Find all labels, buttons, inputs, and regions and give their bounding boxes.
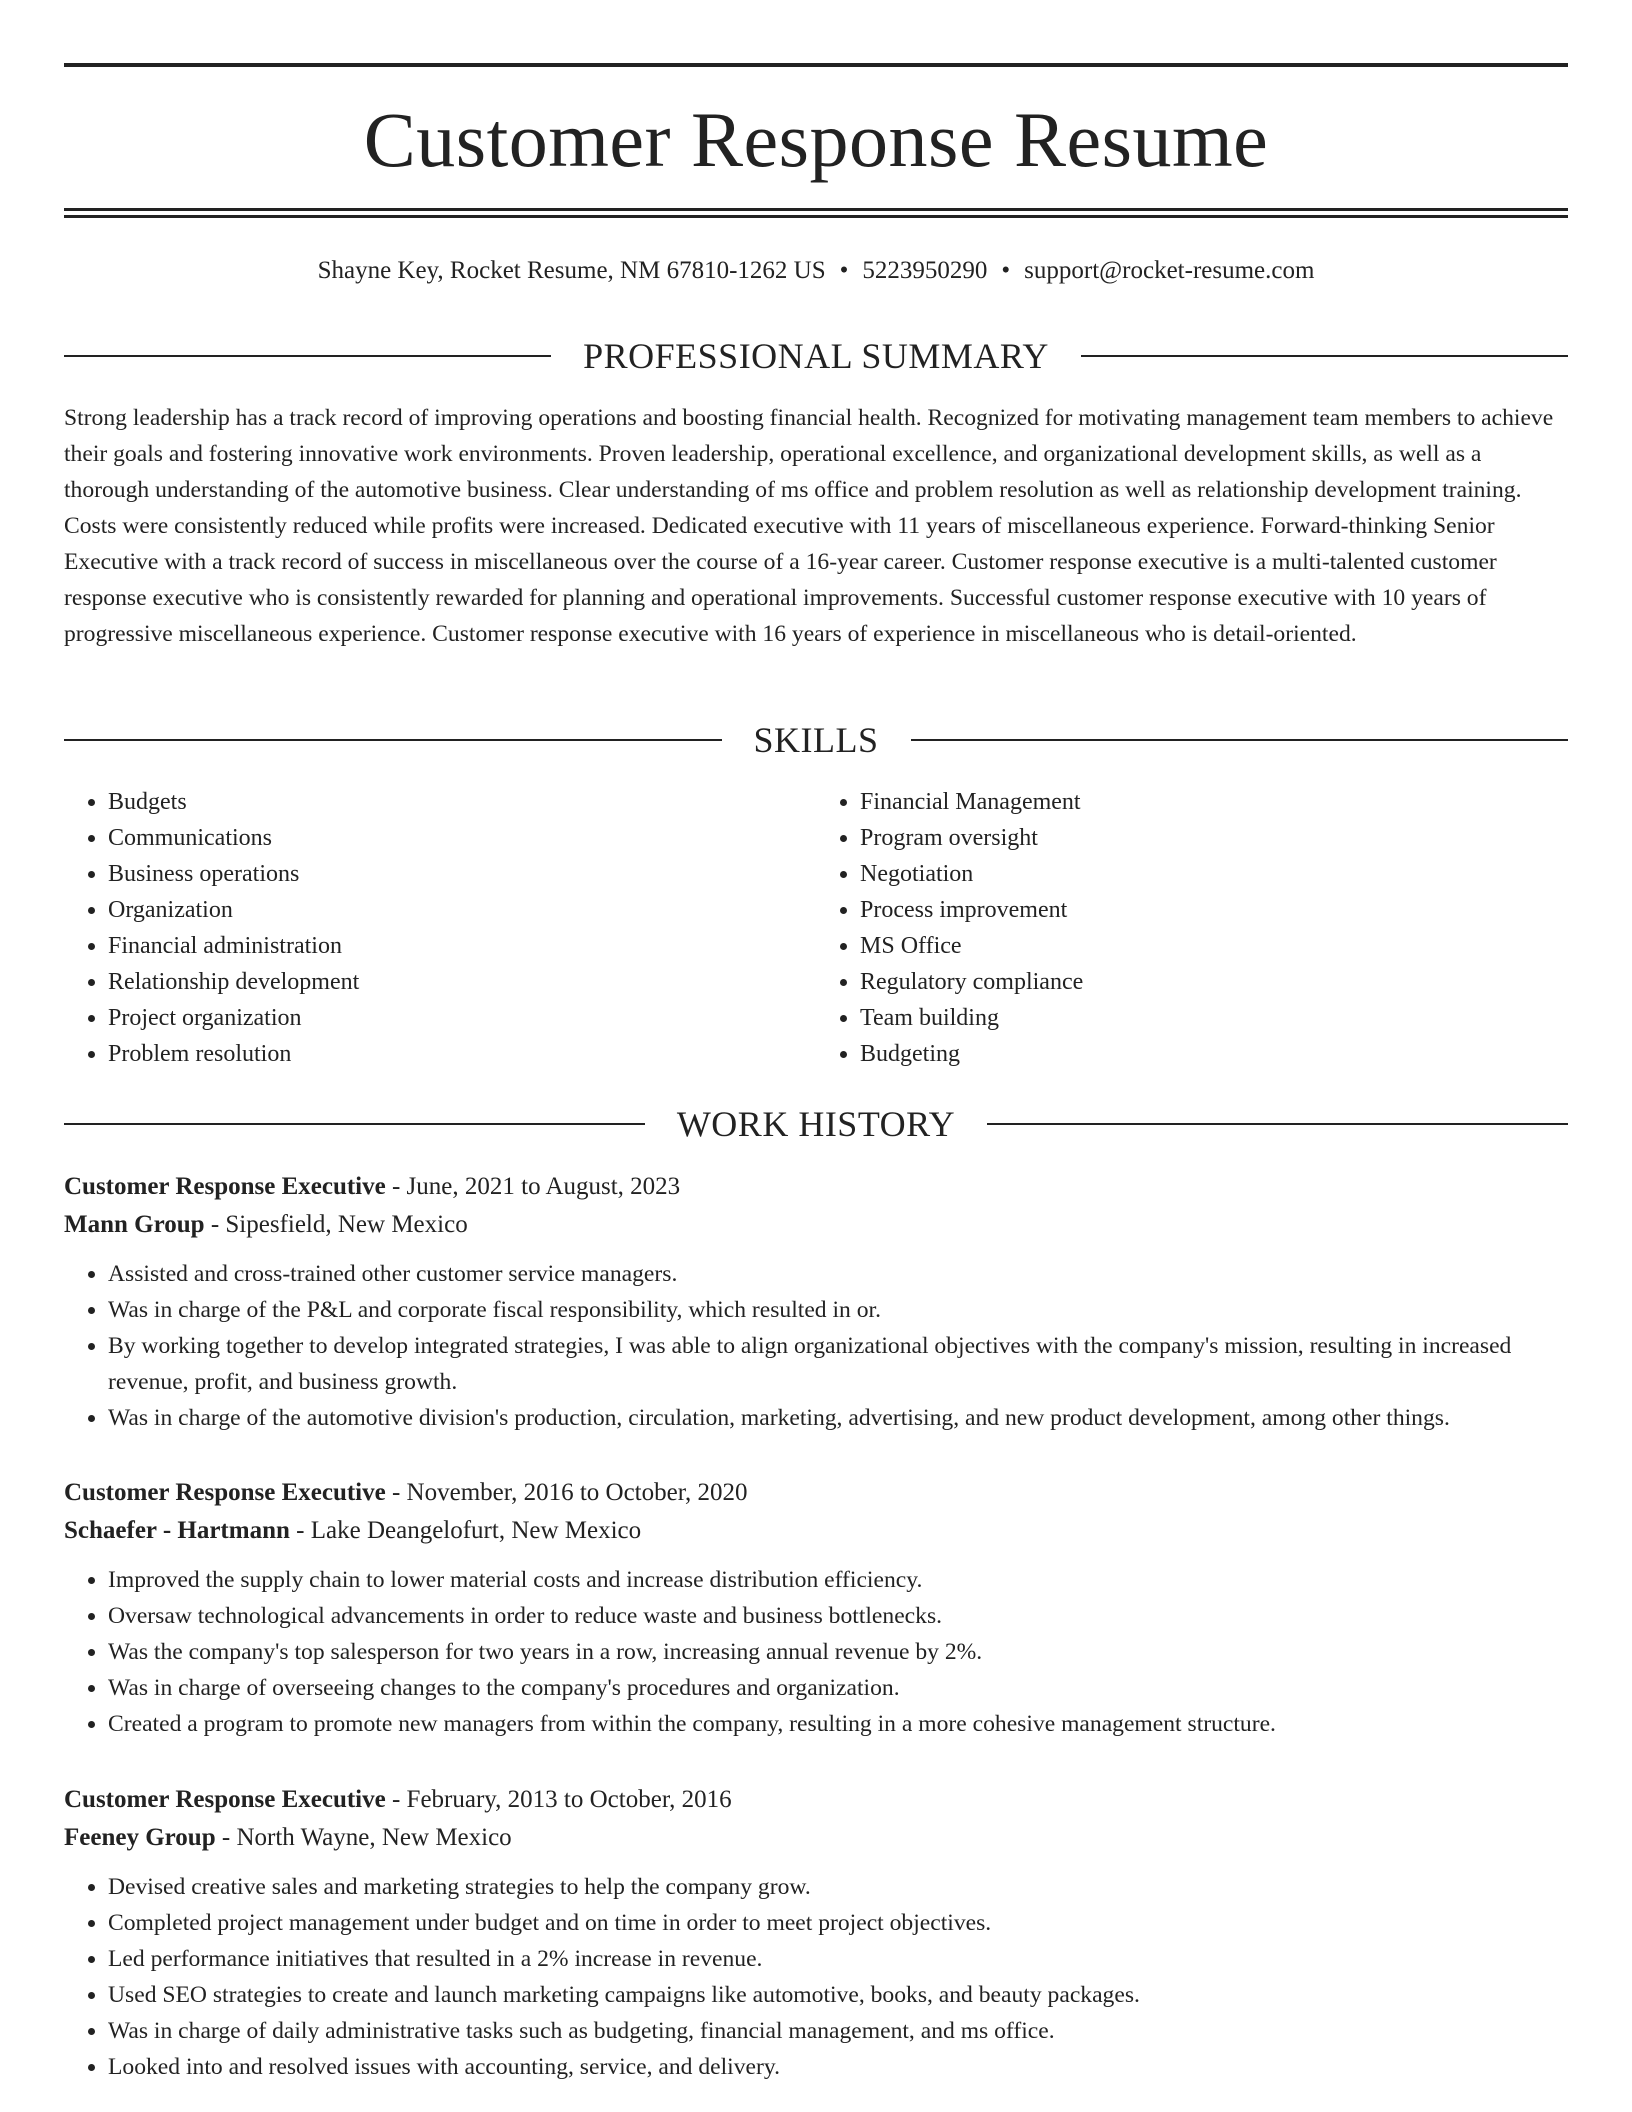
job-bullet: • Was in charge of overseeing changes to the company's procedures and organization.	[108, 1670, 1568, 1706]
job-bullet: • By working together to develop integrated strategies, I was able to align organizational objectives with the company's mission, resulting in increased revenue, profit, and business growth.	[108, 1328, 1568, 1400]
skill-item: • Financial administration	[108, 928, 816, 964]
heading-rule-left	[64, 739, 722, 741]
job-bullet: • Created a program to promote new managers from within the company, resulting in a more cohesive management structure.	[108, 1706, 1568, 1742]
job-company: Mann Group	[64, 1211, 205, 1238]
job-bullet: • Oversaw technological advancements in order to reduce waste and business bottlenecks.	[108, 1598, 1568, 1634]
job-entry	[64, 1781, 1568, 2085]
skills-heading	[64, 720, 1568, 760]
skill-item: • Regulatory compliance	[860, 964, 1568, 1000]
job-dates: - June, 2021 to August, 2023	[385, 1173, 681, 1200]
job-bullet: • Assisted and cross-trained other customer service managers.	[108, 1256, 1568, 1292]
job-bullet: • Devised creative sales and marketing strategies to help the company grow.	[108, 1869, 1568, 1905]
job-location: - Lake Deangelofurt, New Mexico	[289, 1517, 642, 1544]
job-location: - Sipesfield, New Mexico	[204, 1211, 468, 1238]
skill-item: • Process improvement	[860, 892, 1568, 928]
job-title: Customer Response Executive	[64, 1479, 386, 1506]
skill-item: • Team building	[860, 1000, 1568, 1036]
job-bullet: • Looked into and resolved issues with accounting, service, and delivery.	[108, 2049, 1568, 2085]
job-entry	[64, 1474, 1568, 1742]
job-bullet: • Improved the supply chain to lower material costs and increase distribution efficiency.	[108, 1562, 1568, 1598]
heading-rule-left	[64, 355, 551, 357]
skills-column-left	[64, 784, 816, 1072]
skills-heading-label: SKILLS	[753, 720, 879, 760]
contact-separator: •	[839, 257, 849, 284]
skill-item: • Business operations	[108, 856, 816, 892]
job-title-row	[64, 1168, 1568, 1206]
job-bullet: • Led performance initiatives that resulted in a 2% increase in revenue.	[108, 1941, 1568, 1977]
job-dates: - November, 2016 to October, 2020	[385, 1479, 748, 1506]
heading-rule-right	[911, 739, 1569, 741]
job-bullet: • Was in charge of the P&L and corporate fiscal responsibility, which resulted in or.	[108, 1292, 1568, 1328]
title-rule-upper	[64, 208, 1568, 211]
contact-email: support@rocket-resume.com	[1024, 257, 1315, 284]
job-bullets	[64, 1562, 1568, 1742]
summary-text: Strong leadership has a track record of improving operations and boosting financial health. Recognized for motivating management team members to achieve their goals and fostering innovative work environments. Proven leadership, operational excellence, and organizational development skills, as well as a thorough understanding of the automotive business. Clear understanding of ms office and problem resolution as well as relationship development training. Costs were consistently reduced while profits were increased. Dedicated executive with 11 years of miscellaneous experience. Forward-thinking Senior Executive with a track record of success in miscellaneous over the course of a 16-year career. Customer response executive is a multi-talented customer response executive who is consistently rewarded for planning and operational improvements. Successful customer response executive with 10 years of progressive miscellaneous experience. Customer response executive with 16 years of experience in miscellaneous who is detail-oriented.	[64, 405, 1554, 647]
job-entry	[64, 1168, 1568, 1436]
skill-item: • Budgeting	[860, 1036, 1568, 1072]
skill-item: • Budgets	[108, 784, 816, 820]
skill-item: • Relationship development	[108, 964, 816, 1000]
job-bullets	[64, 1256, 1568, 1436]
job-company-row	[64, 1819, 1568, 1857]
work-history-heading	[64, 1104, 1568, 1144]
job-bullet: • Completed project management under budget and on time in order to meet project objectives.	[108, 1905, 1568, 1941]
job-bullet: • Used SEO strategies to create and launch marketing campaigns like automotive, books, and beauty packages.	[108, 1977, 1568, 2013]
heading-rule-right	[987, 1123, 1568, 1125]
skill-item: • Problem resolution	[108, 1036, 816, 1072]
job-title-row	[64, 1474, 1568, 1512]
job-dates: - February, 2013 to October, 2016	[385, 1786, 732, 1813]
skills-list	[64, 784, 1568, 1072]
job-company: Schaefer - Hartmann	[64, 1517, 290, 1544]
skills-column-right	[816, 784, 1568, 1072]
contact-line	[64, 254, 1568, 288]
job-title: Customer Response Executive	[64, 1173, 386, 1200]
contact-separator: •	[1001, 257, 1011, 284]
title-rule-lower	[64, 215, 1568, 218]
skill-item: • MS Office	[860, 928, 1568, 964]
summary-heading-label: PROFESSIONAL SUMMARY	[583, 336, 1049, 376]
skill-item: • Project organization	[108, 1000, 816, 1036]
job-title-row	[64, 1781, 1568, 1819]
job-bullet: • Was in charge of daily administrative tasks such as budgeting, financial management, and ms office.	[108, 2013, 1568, 2049]
heading-rule-left	[64, 1123, 645, 1125]
job-company-row	[64, 1512, 1568, 1550]
summary-heading	[64, 336, 1568, 376]
contact-address: Shayne Key, Rocket Resume, NM 67810-1262 US	[317, 257, 826, 284]
skill-item: • Program oversight	[860, 820, 1568, 856]
job-location: - North Wayne, New Mexico	[215, 1824, 512, 1851]
job-bullet: • Was in charge of the automotive division's production, circulation, marketing, advertising, and new product development, among other things.	[108, 1400, 1568, 1436]
top-rule	[64, 63, 1568, 67]
heading-rule-right	[1081, 355, 1568, 357]
skill-item: • Negotiation	[860, 856, 1568, 892]
contact-phone: 5223950290	[862, 257, 988, 284]
resume-title: Customer Response Resume	[363, 96, 1269, 183]
job-bullet: • Was the company's top salesperson for two years in a row, increasing annual revenue by 2%.	[108, 1634, 1568, 1670]
skill-item: • Financial Management	[860, 784, 1568, 820]
work-history-heading-label: WORK HISTORY	[676, 1104, 956, 1144]
job-company-row	[64, 1206, 1568, 1244]
skill-item: • Organization	[108, 892, 816, 928]
job-bullets	[64, 1869, 1568, 2085]
skill-item: • Communications	[108, 820, 816, 856]
job-title: Customer Response Executive	[64, 1786, 386, 1813]
job-company: Feeney Group	[64, 1824, 216, 1851]
